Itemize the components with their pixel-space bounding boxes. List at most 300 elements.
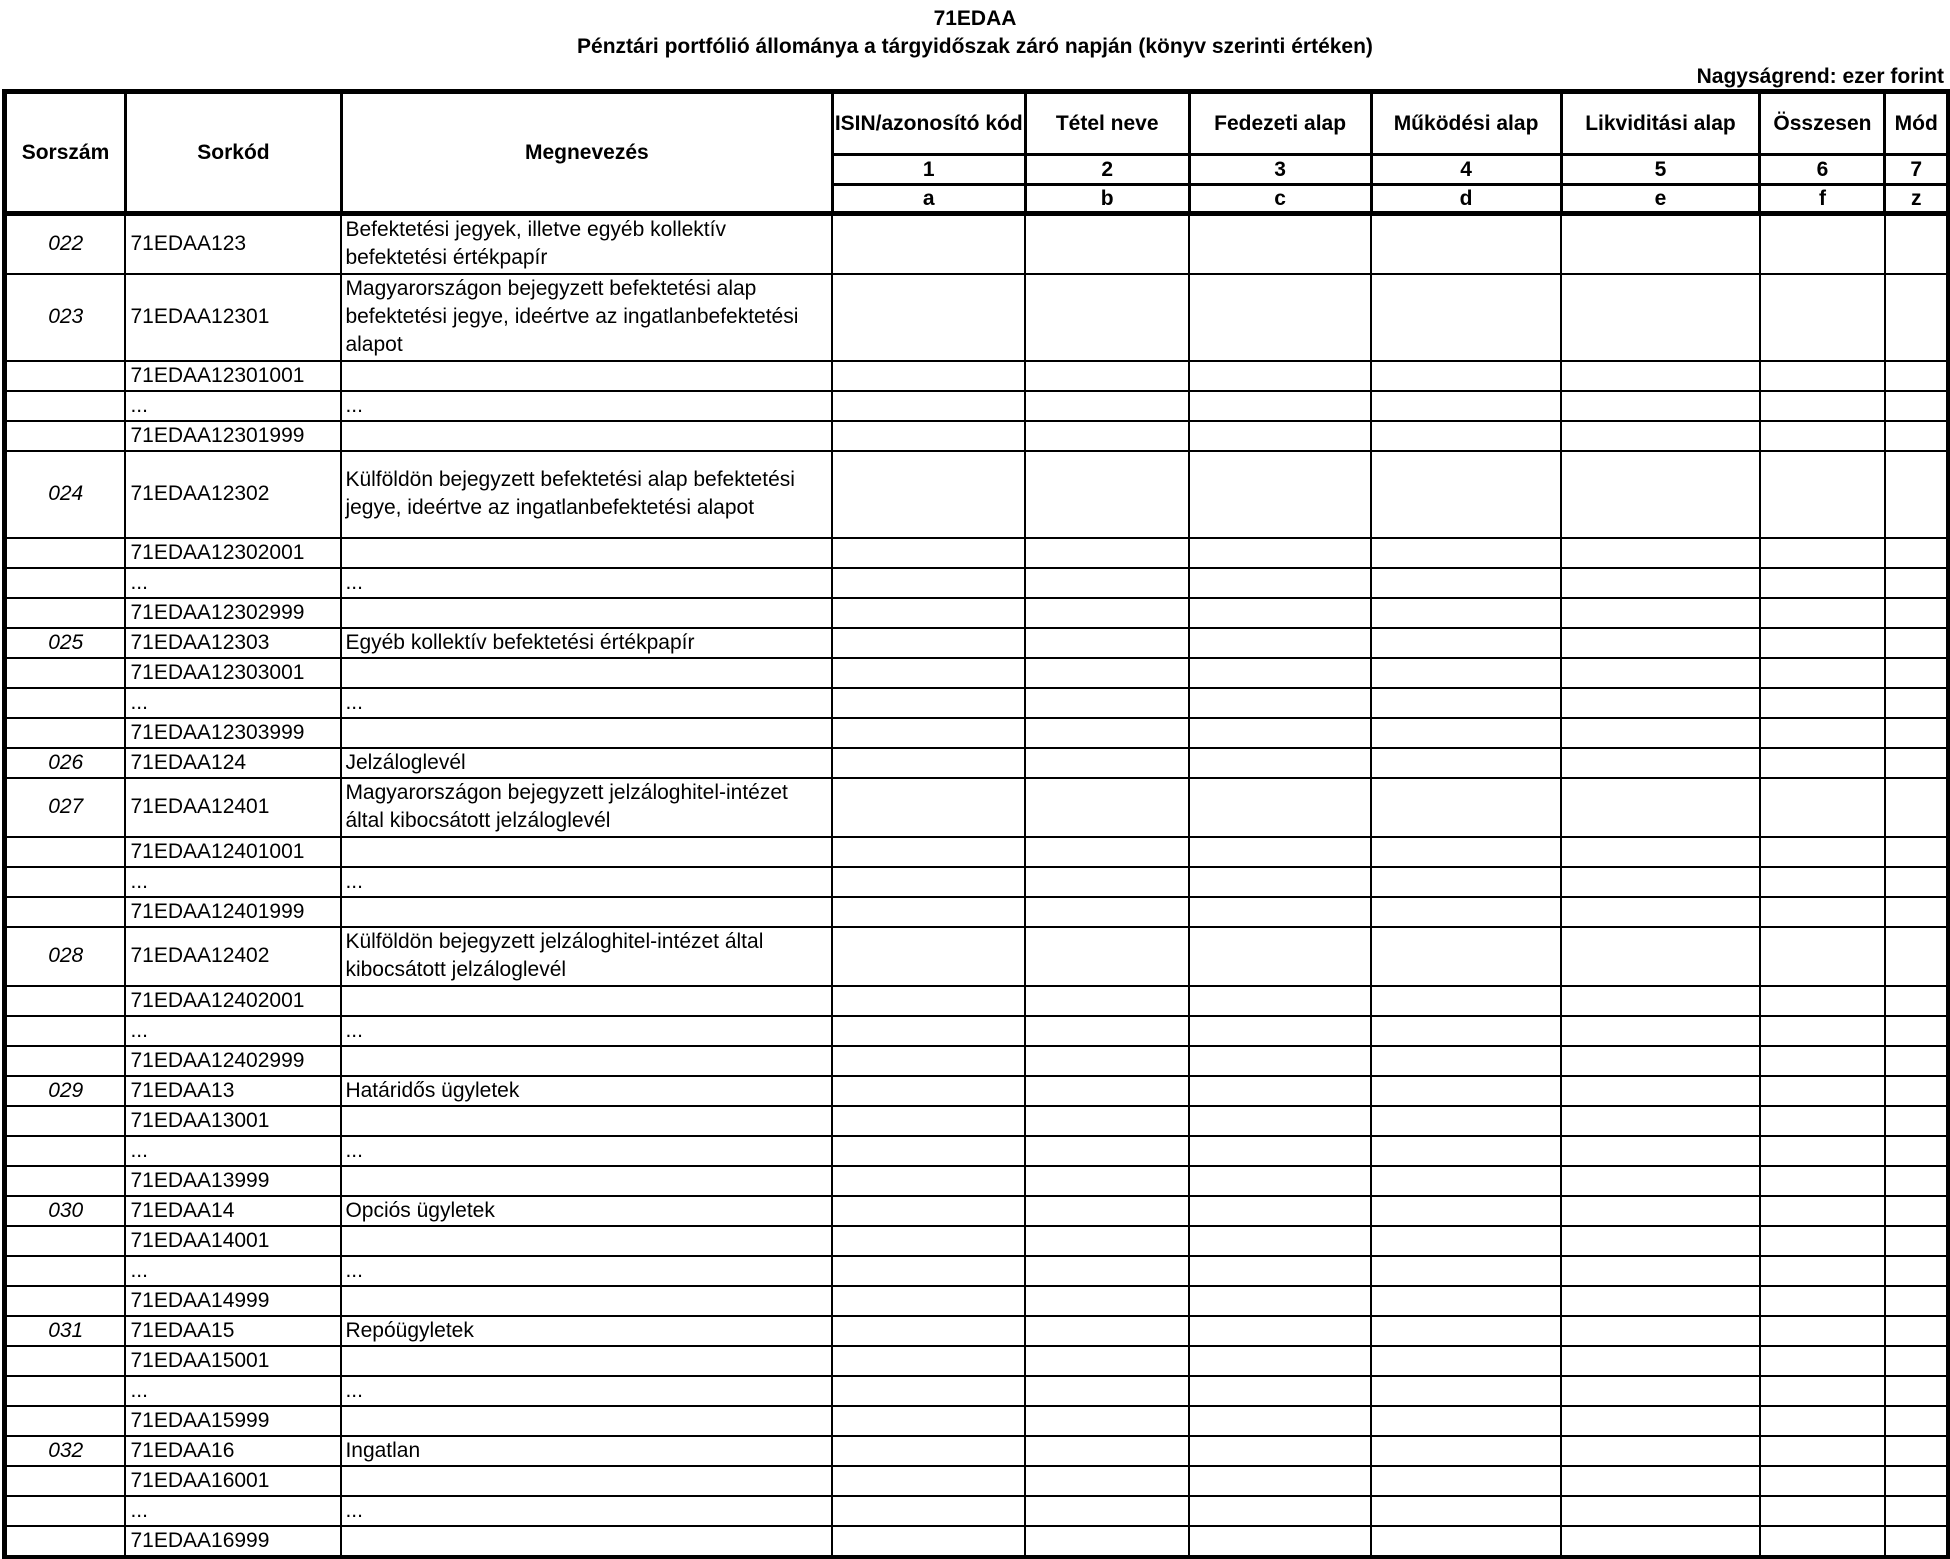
header-col-fedezeti-alap: Fedezeti alap xyxy=(1189,92,1371,155)
mukodesi-alap-cell[interactable] xyxy=(1371,538,1561,568)
osszesen-cell[interactable] xyxy=(1760,1136,1885,1166)
likviditasi-alap-cell[interactable] xyxy=(1561,658,1760,688)
tetel-neve-cell[interactable] xyxy=(1025,1046,1189,1076)
likviditasi-alap-cell[interactable] xyxy=(1561,718,1760,748)
fedezeti-alap-cell[interactable] xyxy=(1189,421,1371,451)
likviditasi-alap-cell[interactable] xyxy=(1561,1046,1760,1076)
mukodesi-alap-cell[interactable] xyxy=(1371,718,1561,748)
osszesen-cell[interactable] xyxy=(1760,688,1885,718)
fedezeti-alap-cell[interactable] xyxy=(1189,391,1371,421)
isin-cell[interactable] xyxy=(832,1136,1025,1166)
row-sorszam xyxy=(5,1496,126,1526)
osszesen-cell[interactable] xyxy=(1760,568,1885,598)
mod-cell[interactable] xyxy=(1885,214,1948,274)
osszesen-cell[interactable] xyxy=(1760,274,1885,361)
osszesen-cell[interactable] xyxy=(1760,1526,1885,1557)
mod-cell[interactable] xyxy=(1885,1076,1948,1106)
row-sorszam: 029 xyxy=(5,1076,126,1106)
mukodesi-alap-cell[interactable] xyxy=(1371,1016,1561,1046)
isin-cell[interactable] xyxy=(832,718,1025,748)
likviditasi-alap-cell[interactable] xyxy=(1561,867,1760,897)
mukodesi-alap-cell[interactable] xyxy=(1371,927,1561,986)
tetel-neve-cell[interactable] xyxy=(1025,1436,1189,1466)
row-megnevezes xyxy=(341,1166,832,1196)
tetel-neve-cell[interactable] xyxy=(1025,1196,1189,1226)
likviditasi-alap-cell[interactable] xyxy=(1561,1526,1760,1557)
osszesen-cell[interactable] xyxy=(1760,1226,1885,1256)
osszesen-cell[interactable] xyxy=(1760,1436,1885,1466)
isin-cell[interactable] xyxy=(832,1526,1025,1557)
osszesen-cell[interactable] xyxy=(1760,1076,1885,1106)
fedezeti-alap-cell[interactable] xyxy=(1189,1016,1371,1046)
isin-cell[interactable] xyxy=(832,451,1025,538)
header-col-isin: ISIN/azonosító kód xyxy=(832,92,1025,155)
mukodesi-alap-cell[interactable] xyxy=(1371,1166,1561,1196)
mod-cell[interactable] xyxy=(1885,1226,1948,1256)
osszesen-cell[interactable] xyxy=(1760,598,1885,628)
mod-cell[interactable] xyxy=(1885,361,1948,391)
mod-cell[interactable] xyxy=(1885,718,1948,748)
tetel-neve-cell[interactable] xyxy=(1025,568,1189,598)
mod-cell[interactable] xyxy=(1885,927,1948,986)
likviditasi-alap-cell[interactable] xyxy=(1561,748,1760,778)
isin-cell[interactable] xyxy=(832,1436,1025,1466)
fedezeti-alap-cell[interactable] xyxy=(1189,1316,1371,1346)
unit-label: Nagyságrend: ezer forint xyxy=(1696,65,1944,88)
mod-cell[interactable] xyxy=(1885,1256,1948,1286)
table-row xyxy=(5,421,1949,451)
mukodesi-alap-cell[interactable] xyxy=(1371,1136,1561,1166)
tetel-neve-cell[interactable] xyxy=(1025,778,1189,837)
isin-cell[interactable] xyxy=(832,1076,1025,1106)
osszesen-cell[interactable] xyxy=(1760,1286,1885,1316)
mukodesi-alap-cell[interactable] xyxy=(1371,598,1561,628)
table-row xyxy=(5,1436,1949,1466)
fedezeti-alap-cell[interactable] xyxy=(1189,1076,1371,1106)
tetel-neve-cell[interactable] xyxy=(1025,1496,1189,1526)
osszesen-cell[interactable] xyxy=(1760,837,1885,867)
tetel-neve-cell[interactable] xyxy=(1025,1346,1189,1376)
isin-cell[interactable] xyxy=(832,421,1025,451)
fedezeti-alap-cell[interactable] xyxy=(1189,1136,1371,1166)
likviditasi-alap-cell[interactable] xyxy=(1561,598,1760,628)
osszesen-cell[interactable] xyxy=(1760,1166,1885,1196)
likviditasi-alap-cell[interactable] xyxy=(1561,1406,1760,1436)
likviditasi-alap-cell[interactable] xyxy=(1561,1076,1760,1106)
fedezeti-alap-cell[interactable] xyxy=(1189,361,1371,391)
isin-cell[interactable] xyxy=(832,1226,1025,1256)
isin-cell[interactable] xyxy=(832,748,1025,778)
osszesen-cell[interactable] xyxy=(1760,1466,1885,1496)
mod-cell[interactable] xyxy=(1885,1316,1948,1346)
mod-cell[interactable] xyxy=(1885,897,1948,927)
mukodesi-alap-cell[interactable] xyxy=(1371,451,1561,538)
fedezeti-alap-cell[interactable] xyxy=(1189,748,1371,778)
tetel-neve-cell[interactable] xyxy=(1025,421,1189,451)
isin-cell[interactable] xyxy=(832,837,1025,867)
mod-cell[interactable] xyxy=(1885,598,1948,628)
mod-cell[interactable] xyxy=(1885,986,1948,1016)
fedezeti-alap-cell[interactable] xyxy=(1189,1376,1371,1406)
likviditasi-alap-cell[interactable] xyxy=(1561,1166,1760,1196)
isin-cell[interactable] xyxy=(832,1196,1025,1226)
likviditasi-alap-cell[interactable] xyxy=(1561,1376,1760,1406)
tetel-neve-cell[interactable] xyxy=(1025,837,1189,867)
row-sorszam: 030 xyxy=(5,1196,126,1226)
mod-cell[interactable] xyxy=(1885,1016,1948,1046)
isin-cell[interactable] xyxy=(832,598,1025,628)
likviditasi-alap-cell[interactable] xyxy=(1561,421,1760,451)
table-row xyxy=(5,1526,1949,1557)
mod-cell[interactable] xyxy=(1885,1346,1948,1376)
tetel-neve-cell[interactable] xyxy=(1025,361,1189,391)
row-sorkod: ... xyxy=(125,1376,341,1406)
isin-cell[interactable] xyxy=(832,568,1025,598)
osszesen-cell[interactable] xyxy=(1760,214,1885,274)
likviditasi-alap-cell[interactable] xyxy=(1561,1256,1760,1286)
mukodesi-alap-cell[interactable] xyxy=(1371,1526,1561,1557)
fedezeti-alap-cell[interactable] xyxy=(1189,1346,1371,1376)
isin-cell[interactable] xyxy=(832,628,1025,658)
likviditasi-alap-cell[interactable] xyxy=(1561,1496,1760,1526)
table-row xyxy=(5,451,1949,538)
isin-cell[interactable] xyxy=(832,361,1025,391)
tetel-neve-cell[interactable] xyxy=(1025,598,1189,628)
mukodesi-alap-cell[interactable] xyxy=(1371,748,1561,778)
isin-cell[interactable] xyxy=(832,1316,1025,1346)
mukodesi-alap-cell[interactable] xyxy=(1371,1076,1561,1106)
tetel-neve-cell[interactable] xyxy=(1025,1376,1189,1406)
tetel-neve-cell[interactable] xyxy=(1025,1076,1189,1106)
mukodesi-alap-cell[interactable] xyxy=(1371,361,1561,391)
likviditasi-alap-cell[interactable] xyxy=(1561,628,1760,658)
tetel-neve-cell[interactable] xyxy=(1025,1016,1189,1046)
row-megnevezes: Külföldön bejegyzett befektetési alap befektetési jegye, ideértve az ingatlanbefektetési alapot xyxy=(341,451,832,538)
osszesen-cell[interactable] xyxy=(1760,1376,1885,1406)
osszesen-cell[interactable] xyxy=(1760,718,1885,748)
osszesen-cell[interactable] xyxy=(1760,1316,1885,1346)
row-sorkod: 71EDAA13001 xyxy=(125,1106,341,1136)
table-row xyxy=(5,1106,1949,1136)
row-sorszam xyxy=(5,1406,126,1436)
fedezeti-alap-cell[interactable] xyxy=(1189,1406,1371,1436)
tetel-neve-cell[interactable] xyxy=(1025,658,1189,688)
mod-cell[interactable] xyxy=(1885,421,1948,451)
mod-cell[interactable] xyxy=(1885,1046,1948,1076)
tetel-neve-cell[interactable] xyxy=(1025,986,1189,1016)
tetel-neve-cell[interactable] xyxy=(1025,1256,1189,1286)
tetel-neve-cell[interactable] xyxy=(1025,391,1189,421)
isin-cell[interactable] xyxy=(832,1106,1025,1136)
tetel-neve-cell[interactable] xyxy=(1025,688,1189,718)
isin-cell[interactable] xyxy=(832,1256,1025,1286)
tetel-neve-cell[interactable] xyxy=(1025,1106,1189,1136)
tetel-neve-cell[interactable] xyxy=(1025,628,1189,658)
mukodesi-alap-cell[interactable] xyxy=(1371,837,1561,867)
mod-cell[interactable] xyxy=(1885,451,1948,538)
osszesen-cell[interactable] xyxy=(1760,361,1885,391)
likviditasi-alap-cell[interactable] xyxy=(1561,1346,1760,1376)
likviditasi-alap-cell[interactable] xyxy=(1561,688,1760,718)
tetel-neve-cell[interactable] xyxy=(1025,1316,1189,1346)
osszesen-cell[interactable] xyxy=(1760,1256,1885,1286)
fedezeti-alap-cell[interactable] xyxy=(1189,1466,1371,1496)
osszesen-cell[interactable] xyxy=(1760,1346,1885,1376)
tetel-neve-cell[interactable] xyxy=(1025,214,1189,274)
mukodesi-alap-cell[interactable] xyxy=(1371,1496,1561,1526)
isin-cell[interactable] xyxy=(832,391,1025,421)
osszesen-cell[interactable] xyxy=(1760,628,1885,658)
fedezeti-alap-cell[interactable] xyxy=(1189,1526,1371,1557)
fedezeti-alap-cell[interactable] xyxy=(1189,1436,1371,1466)
mukodesi-alap-cell[interactable] xyxy=(1371,688,1561,718)
mukodesi-alap-cell[interactable] xyxy=(1371,1286,1561,1316)
row-sorkod: 71EDAA12303001 xyxy=(125,658,341,688)
isin-cell[interactable] xyxy=(832,214,1025,274)
row-sorszam xyxy=(5,538,126,568)
isin-cell[interactable] xyxy=(832,1166,1025,1196)
mod-cell[interactable] xyxy=(1885,688,1948,718)
fedezeti-alap-cell[interactable] xyxy=(1189,598,1371,628)
row-sorszam xyxy=(5,658,126,688)
mukodesi-alap-cell[interactable] xyxy=(1371,1316,1561,1346)
fedezeti-alap-cell[interactable] xyxy=(1189,778,1371,837)
tetel-neve-cell[interactable] xyxy=(1025,538,1189,568)
mod-cell[interactable] xyxy=(1885,1166,1948,1196)
isin-cell[interactable] xyxy=(832,1496,1025,1526)
header-col-letter: z xyxy=(1885,185,1948,214)
fedezeti-alap-cell[interactable] xyxy=(1189,658,1371,688)
tetel-neve-cell[interactable] xyxy=(1025,1136,1189,1166)
mukodesi-alap-cell[interactable] xyxy=(1371,391,1561,421)
tetel-neve-cell[interactable] xyxy=(1025,748,1189,778)
mod-cell[interactable] xyxy=(1885,837,1948,867)
mukodesi-alap-cell[interactable] xyxy=(1371,1346,1561,1376)
row-megnevezes xyxy=(341,598,832,628)
fedezeti-alap-cell[interactable] xyxy=(1189,1256,1371,1286)
header-col-likviditasi-alap: Likviditási alap xyxy=(1561,92,1760,155)
isin-cell[interactable] xyxy=(832,538,1025,568)
isin-cell[interactable] xyxy=(832,897,1025,927)
fedezeti-alap-cell[interactable] xyxy=(1189,1166,1371,1196)
mod-cell[interactable] xyxy=(1885,867,1948,897)
fedezeti-alap-cell[interactable] xyxy=(1189,986,1371,1016)
mukodesi-alap-cell[interactable] xyxy=(1371,1466,1561,1496)
fedezeti-alap-cell[interactable] xyxy=(1189,1496,1371,1526)
fedezeti-alap-cell[interactable] xyxy=(1189,538,1371,568)
likviditasi-alap-cell[interactable] xyxy=(1561,837,1760,867)
mod-cell[interactable] xyxy=(1885,1136,1948,1166)
mod-cell[interactable] xyxy=(1885,628,1948,658)
mukodesi-alap-cell[interactable] xyxy=(1371,628,1561,658)
mod-cell[interactable] xyxy=(1885,1376,1948,1406)
likviditasi-alap-cell[interactable] xyxy=(1561,1286,1760,1316)
mukodesi-alap-cell[interactable] xyxy=(1371,1196,1561,1226)
isin-cell[interactable] xyxy=(832,867,1025,897)
osszesen-cell[interactable] xyxy=(1760,1106,1885,1136)
header-sorszam: Sorszám xyxy=(5,92,126,214)
mod-cell[interactable] xyxy=(1885,1436,1948,1466)
mod-cell[interactable] xyxy=(1885,1466,1948,1496)
mukodesi-alap-cell[interactable] xyxy=(1371,214,1561,274)
likviditasi-alap-cell[interactable] xyxy=(1561,1016,1760,1046)
likviditasi-alap-cell[interactable] xyxy=(1561,1436,1760,1466)
fedezeti-alap-cell[interactable] xyxy=(1189,628,1371,658)
mukodesi-alap-cell[interactable] xyxy=(1371,897,1561,927)
row-megnevezes xyxy=(341,1286,832,1316)
isin-cell[interactable] xyxy=(832,986,1025,1016)
isin-cell[interactable] xyxy=(832,778,1025,837)
fedezeti-alap-cell[interactable] xyxy=(1189,897,1371,927)
mod-cell[interactable] xyxy=(1885,658,1948,688)
mod-cell[interactable] xyxy=(1885,274,1948,361)
fedezeti-alap-cell[interactable] xyxy=(1189,1226,1371,1256)
isin-cell[interactable] xyxy=(832,658,1025,688)
mukodesi-alap-cell[interactable] xyxy=(1371,658,1561,688)
fedezeti-alap-cell[interactable] xyxy=(1189,451,1371,538)
isin-cell[interactable] xyxy=(832,1046,1025,1076)
osszesen-cell[interactable] xyxy=(1760,867,1885,897)
likviditasi-alap-cell[interactable] xyxy=(1561,1316,1760,1346)
osszesen-cell[interactable] xyxy=(1760,1196,1885,1226)
likviditasi-alap-cell[interactable] xyxy=(1561,1466,1760,1496)
osszesen-cell[interactable] xyxy=(1760,421,1885,451)
osszesen-cell[interactable] xyxy=(1760,897,1885,927)
tetel-neve-cell[interactable] xyxy=(1025,718,1189,748)
tetel-neve-cell[interactable] xyxy=(1025,274,1189,361)
fedezeti-alap-cell[interactable] xyxy=(1189,927,1371,986)
mod-cell[interactable] xyxy=(1885,1286,1948,1316)
fedezeti-alap-cell[interactable] xyxy=(1189,568,1371,598)
isin-cell[interactable] xyxy=(832,1406,1025,1436)
tetel-neve-cell[interactable] xyxy=(1025,1286,1189,1316)
row-sorszam: 031 xyxy=(5,1316,126,1346)
fedezeti-alap-cell[interactable] xyxy=(1189,867,1371,897)
mod-cell[interactable] xyxy=(1885,748,1948,778)
mukodesi-alap-cell[interactable] xyxy=(1371,1406,1561,1436)
isin-cell[interactable] xyxy=(832,1376,1025,1406)
mod-cell[interactable] xyxy=(1885,391,1948,421)
tetel-neve-cell[interactable] xyxy=(1025,1466,1189,1496)
likviditasi-alap-cell[interactable] xyxy=(1561,361,1760,391)
mukodesi-alap-cell[interactable] xyxy=(1371,778,1561,837)
isin-cell[interactable] xyxy=(832,927,1025,986)
osszesen-cell[interactable] xyxy=(1760,1046,1885,1076)
mukodesi-alap-cell[interactable] xyxy=(1371,1046,1561,1076)
isin-cell[interactable] xyxy=(832,274,1025,361)
tetel-neve-cell[interactable] xyxy=(1025,867,1189,897)
tetel-neve-cell[interactable] xyxy=(1025,451,1189,538)
likviditasi-alap-cell[interactable] xyxy=(1561,214,1760,274)
isin-cell[interactable] xyxy=(832,1286,1025,1316)
mukodesi-alap-cell[interactable] xyxy=(1371,1226,1561,1256)
osszesen-cell[interactable] xyxy=(1760,391,1885,421)
likviditasi-alap-cell[interactable] xyxy=(1561,778,1760,837)
likviditasi-alap-cell[interactable] xyxy=(1561,274,1760,361)
osszesen-cell[interactable] xyxy=(1760,538,1885,568)
mukodesi-alap-cell[interactable] xyxy=(1371,1256,1561,1286)
likviditasi-alap-cell[interactable] xyxy=(1561,391,1760,421)
mod-cell[interactable] xyxy=(1885,778,1948,837)
isin-cell[interactable] xyxy=(832,1346,1025,1376)
mukodesi-alap-cell[interactable] xyxy=(1371,1436,1561,1466)
fedezeti-alap-cell[interactable] xyxy=(1189,1196,1371,1226)
isin-cell[interactable] xyxy=(832,1016,1025,1046)
likviditasi-alap-cell[interactable] xyxy=(1561,1106,1760,1136)
mod-cell[interactable] xyxy=(1885,1196,1948,1226)
fedezeti-alap-cell[interactable] xyxy=(1189,1286,1371,1316)
likviditasi-alap-cell[interactable] xyxy=(1561,927,1760,986)
mukodesi-alap-cell[interactable] xyxy=(1371,986,1561,1016)
osszesen-cell[interactable] xyxy=(1760,1406,1885,1436)
mukodesi-alap-cell[interactable] xyxy=(1371,1106,1561,1136)
tetel-neve-cell[interactable] xyxy=(1025,1226,1189,1256)
tetel-neve-cell[interactable] xyxy=(1025,897,1189,927)
mukodesi-alap-cell[interactable] xyxy=(1371,1376,1561,1406)
header-sorkod: Sorkód xyxy=(125,92,341,214)
isin-cell[interactable] xyxy=(832,688,1025,718)
isin-cell[interactable] xyxy=(832,1466,1025,1496)
likviditasi-alap-cell[interactable] xyxy=(1561,986,1760,1016)
fedezeti-alap-cell[interactable] xyxy=(1189,718,1371,748)
osszesen-cell[interactable] xyxy=(1760,778,1885,837)
row-sorkod: ... xyxy=(125,688,341,718)
mukodesi-alap-cell[interactable] xyxy=(1371,421,1561,451)
table-row xyxy=(5,986,1949,1016)
fedezeti-alap-cell[interactable] xyxy=(1189,1046,1371,1076)
likviditasi-alap-cell[interactable] xyxy=(1561,897,1760,927)
fedezeti-alap-cell[interactable] xyxy=(1189,837,1371,867)
osszesen-cell[interactable] xyxy=(1760,1016,1885,1046)
mukodesi-alap-cell[interactable] xyxy=(1371,568,1561,598)
osszesen-cell[interactable] xyxy=(1760,1496,1885,1526)
row-sorszam xyxy=(5,1226,126,1256)
fedezeti-alap-cell[interactable] xyxy=(1189,214,1371,274)
tetel-neve-cell[interactable] xyxy=(1025,1526,1189,1557)
mod-cell[interactable] xyxy=(1885,568,1948,598)
likviditasi-alap-cell[interactable] xyxy=(1561,451,1760,538)
osszesen-cell[interactable] xyxy=(1760,927,1885,986)
mod-cell[interactable] xyxy=(1885,1106,1948,1136)
fedezeti-alap-cell[interactable] xyxy=(1189,274,1371,361)
osszesen-cell[interactable] xyxy=(1760,748,1885,778)
likviditasi-alap-cell[interactable] xyxy=(1561,1196,1760,1226)
osszesen-cell[interactable] xyxy=(1760,658,1885,688)
tetel-neve-cell[interactable] xyxy=(1025,927,1189,986)
tetel-neve-cell[interactable] xyxy=(1025,1166,1189,1196)
tetel-neve-cell[interactable] xyxy=(1025,1406,1189,1436)
row-sorszam xyxy=(5,1376,126,1406)
row-sorszam xyxy=(5,867,126,897)
fedezeti-alap-cell[interactable] xyxy=(1189,688,1371,718)
likviditasi-alap-cell[interactable] xyxy=(1561,1136,1760,1166)
row-sorszam xyxy=(5,391,126,421)
mod-cell[interactable] xyxy=(1885,1526,1948,1557)
likviditasi-alap-cell[interactable] xyxy=(1561,1226,1760,1256)
mod-cell[interactable] xyxy=(1885,1496,1948,1526)
row-sorkod: 71EDAA12401 xyxy=(125,778,341,837)
mod-cell[interactable] xyxy=(1885,538,1948,568)
fedezeti-alap-cell[interactable] xyxy=(1189,1106,1371,1136)
osszesen-cell[interactable] xyxy=(1760,986,1885,1016)
mod-cell[interactable] xyxy=(1885,1406,1948,1436)
row-megnevezes: Ingatlan xyxy=(341,1436,832,1466)
osszesen-cell[interactable] xyxy=(1760,451,1885,538)
mukodesi-alap-cell[interactable] xyxy=(1371,274,1561,361)
likviditasi-alap-cell[interactable] xyxy=(1561,568,1760,598)
mukodesi-alap-cell[interactable] xyxy=(1371,867,1561,897)
likviditasi-alap-cell[interactable] xyxy=(1561,538,1760,568)
